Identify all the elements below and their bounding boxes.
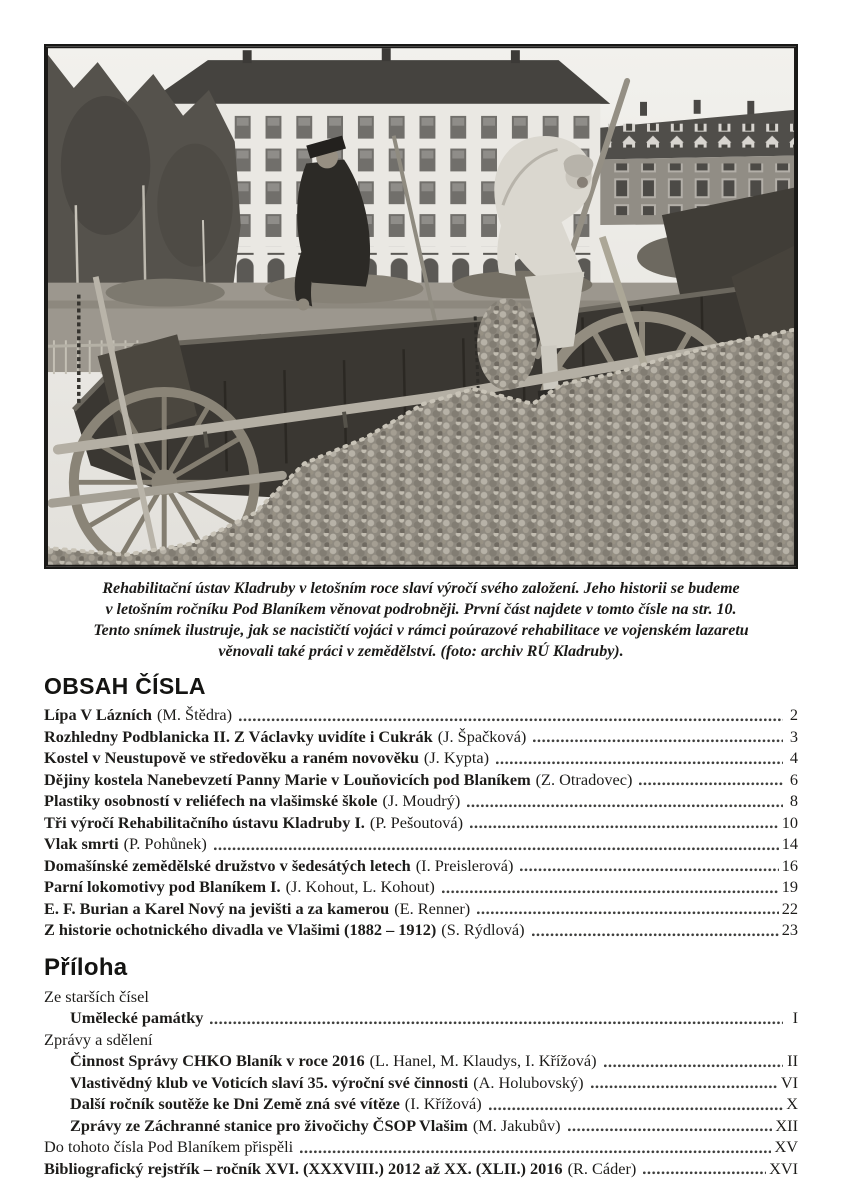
entry-title: Plastiky osobností v reliéfech na vlašimské škole: [44, 791, 378, 810]
toc-entry: [44, 876, 798, 898]
dot-leader: [604, 1064, 783, 1068]
section-label: Ze starších čísel: [44, 986, 149, 1006]
dot-leader: [470, 825, 779, 829]
entry-title: Lípa V Lázních: [44, 705, 152, 724]
entry-page: VI: [780, 1072, 798, 1092]
caption-line: Tento snímek ilustruje, jak se nacističtí vojáci v rámci poúrazové rehabilitace ve vojenském lazaretu: [93, 622, 749, 639]
toc-entry: [44, 1007, 798, 1029]
entry-title: Tři výročí Rehabilitačního ústavu Kladruby I.: [44, 812, 365, 832]
entry-title: Rozhledny Podblanicka II. Z Václavky uvidíte i Cukrák: [44, 726, 433, 746]
entry-page: 6: [789, 769, 798, 789]
entry-author: (P. Pešoutová): [369, 812, 464, 832]
toc-entry: [44, 1093, 798, 1115]
caption-line: v letošním ročníku Pod Blaníkem věnovat podrobněji. První část najdete v tomto čísle na str. 10.: [105, 601, 737, 618]
entry-title: Vlak smrti: [44, 834, 119, 853]
entry-author: (R. Cáder): [567, 1158, 637, 1178]
toc-entry: [44, 1050, 798, 1072]
entry-page: XVI: [769, 1158, 798, 1178]
entry-author: (J. Kypta): [423, 748, 490, 767]
entry-title: E. F. Burian a Karel Nový na jevišti a za kamerou: [44, 898, 390, 918]
entry-author: (J. Moudrý): [382, 791, 461, 810]
dot-leader: [520, 868, 778, 872]
dot-leader: [532, 933, 779, 937]
entry-author: (J. Špačková): [437, 726, 527, 746]
entry-title: Bibliografický rejstřík – ročník XVI. (XXXVIII.) 2012 až XX. (XLII.) 2016: [44, 1158, 563, 1178]
toc-entry: [44, 812, 798, 834]
entry-author: (M. Štědra): [156, 705, 233, 724]
dot-leader: [643, 1171, 766, 1175]
dot-leader: [568, 1128, 773, 1132]
dot-leader: [496, 761, 783, 765]
toc-entry: [44, 790, 798, 812]
entry-page: 16: [781, 855, 798, 875]
toc-entry: [44, 1136, 798, 1158]
contents-list: [44, 704, 798, 941]
entry-author: (E. Renner): [394, 898, 471, 918]
toc-entry: [44, 855, 798, 877]
entry-page: 8: [789, 791, 798, 810]
entry-title: Vlastivědný klub ve Voticích slaví 35. výroční své činnosti: [70, 1072, 469, 1092]
entry-title: Do tohoto čísla Pod Blaníkem přispěli: [44, 1137, 294, 1156]
entry-page: 4: [789, 748, 798, 767]
entry-title: Z historie ochotnického divadla ve Vlašimi (1882 – 1912): [44, 920, 437, 939]
toc-entry: [44, 769, 798, 791]
dot-leader: [639, 782, 783, 786]
entry-title: Činnost Správy CHKO Blaník v roce 2016: [70, 1051, 365, 1070]
priloha-heading: Příloha: [44, 953, 128, 981]
entry-page: 3: [789, 726, 798, 746]
entry-page: 14: [781, 834, 798, 853]
entry-page: 2: [789, 705, 798, 724]
dot-leader: [533, 739, 783, 743]
dot-leader: [442, 890, 779, 894]
entry-author: (M. Jakubův): [472, 1115, 561, 1135]
contents-heading: OBSAH ČÍSLA: [44, 673, 206, 699]
toc-entry: [44, 833, 798, 855]
caption-line: věnovali také práci v zemědělství. (foto: archiv RÚ Kladruby).: [218, 643, 624, 660]
entry-page: 22: [781, 898, 798, 918]
cover-photo: [44, 44, 798, 569]
entry-page: I: [792, 1008, 798, 1027]
entry-page: 19: [781, 877, 798, 896]
dot-leader: [300, 1150, 771, 1154]
toc-entry: [44, 919, 798, 941]
priloha-list: [44, 986, 798, 1180]
entry-title: Parní lokomotivy pod Blaníkem I.: [44, 877, 281, 896]
cover-photo-illustration: [46, 46, 796, 567]
entry-page: II: [787, 1051, 798, 1070]
entry-title: Kostel v Neustupově ve středověku a raném novověku: [44, 748, 419, 767]
potato-bunch: [477, 299, 537, 390]
toc-entry: [44, 898, 798, 920]
dot-leader: [467, 804, 783, 808]
entry-page: XV: [774, 1137, 798, 1156]
toc-entry: [44, 1158, 798, 1180]
dot-leader: [210, 1021, 783, 1025]
toc-entry: [44, 1115, 798, 1137]
entry-author: (L. Hanel, M. Klaudys, I. Křížová): [369, 1051, 597, 1070]
toc-entry: [44, 747, 798, 769]
toc-entry: [44, 704, 798, 726]
entry-page: XII: [775, 1115, 798, 1135]
entry-title: Dějiny kostela Nanebevzetí Panny Marie v Louňovicích pod Blaníkem: [44, 769, 531, 789]
toc-entry: [44, 1072, 798, 1094]
entry-title: Domašínské zemědělské družstvo v šedesátých letech: [44, 855, 411, 875]
entry-page: 10: [781, 812, 798, 832]
entry-author: (P. Pohůnek): [123, 834, 207, 853]
entry-title: Zprávy ze Záchranné stanice pro živočichy ČSOP Vlašim: [70, 1115, 468, 1135]
entry-title: Umělecké památky: [70, 1008, 204, 1027]
entry-title: Další ročník soutěže ke Dni Země zná své vítěze: [70, 1094, 400, 1113]
dot-leader: [477, 911, 779, 915]
entry-page: 23: [781, 920, 798, 939]
entry-author: (I. Křížová): [404, 1094, 482, 1113]
entry-author: (I. Preislerová): [415, 855, 514, 875]
dot-leader: [239, 718, 783, 722]
photo-caption: [50, 578, 792, 662]
dot-leader: [489, 1107, 783, 1111]
section-label: Zprávy a sdělení: [44, 1029, 153, 1049]
toc-entry: [44, 726, 798, 748]
entry-author: (Z. Otradovec): [535, 769, 633, 789]
dot-leader: [591, 1085, 778, 1089]
entry-author: (A. Holubovský): [473, 1072, 584, 1092]
entry-author: (S. Rýdlová): [441, 920, 525, 939]
dot-leader: [214, 847, 779, 851]
entry-author: (J. Kohout, L. Kohout): [285, 877, 435, 896]
caption-line: Rehabilitační ústav Kladruby v letošním roce slaví výročí svého založení. Jeho historii se budeme: [102, 580, 740, 597]
entry-page: X: [786, 1094, 798, 1113]
